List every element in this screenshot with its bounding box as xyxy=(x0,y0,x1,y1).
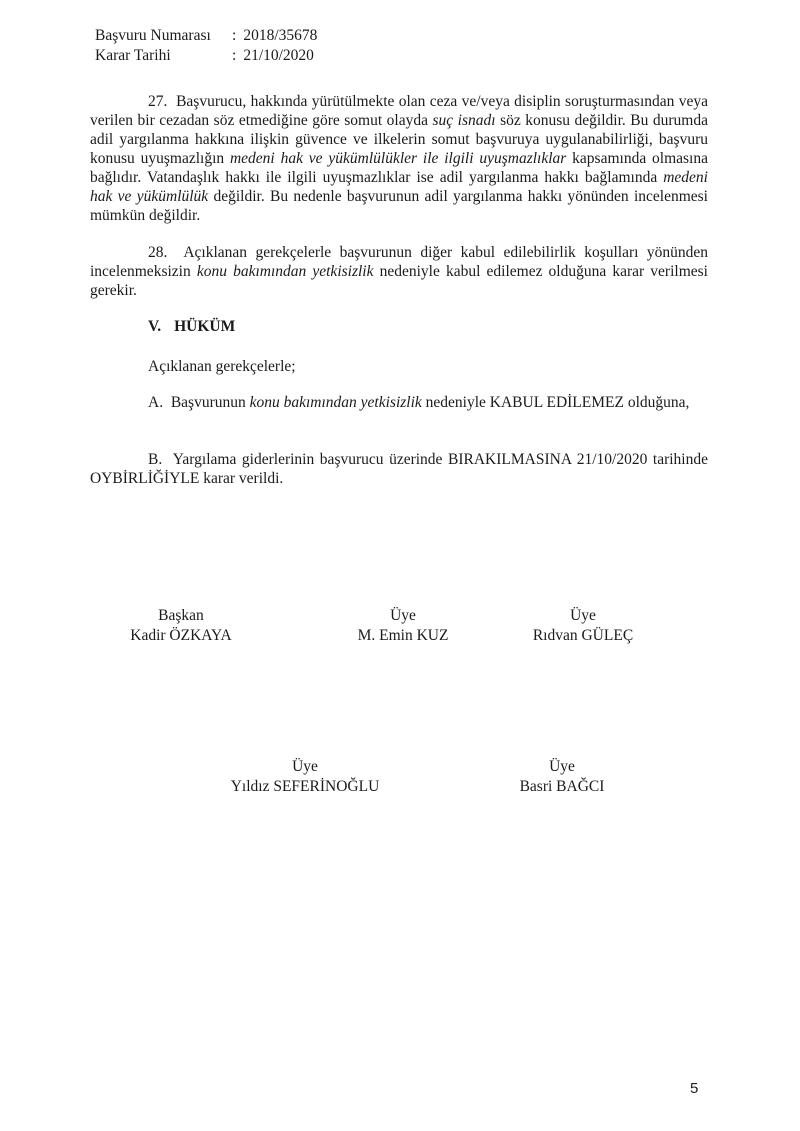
section-title: HÜKÜM xyxy=(174,318,236,335)
document-header xyxy=(95,26,317,66)
signature-name: Rıdvan GÜLEÇ xyxy=(532,626,634,644)
signature-title: Üye xyxy=(292,758,318,775)
item-a-run: A. Başvurunun xyxy=(148,394,250,411)
section-numeral: V. xyxy=(148,318,162,335)
paragraph-27-run: kapsamında olmasına bağlıdır. Vatandaşlık hakkı ile ilgili uyuşmazlıklar ise adil yargılanma hakkı bağlamında xyxy=(90,150,708,186)
intro-line xyxy=(90,357,708,376)
paragraph-28 xyxy=(90,243,708,300)
signature-title: Başkan xyxy=(158,607,204,624)
separator-colon: : xyxy=(232,47,237,64)
signature-title: Üye xyxy=(390,607,416,624)
italic-term-suc-isnadi: suç isnadı xyxy=(432,112,496,129)
decision-item-a xyxy=(90,393,708,412)
signature-block-uye-3 xyxy=(231,757,380,796)
signature-name: Basri BAĞCI xyxy=(519,777,605,795)
signature-block-uye-1 xyxy=(358,606,449,645)
signature-block-uye-2 xyxy=(533,606,633,645)
signature-title: Üye xyxy=(549,758,575,775)
application-number-value: 2018/35678 xyxy=(243,27,318,44)
italic-term-konu-bakimindan-yetkisizlik: konu bakımından yetkisizlik xyxy=(249,394,422,411)
application-number-row xyxy=(95,26,317,46)
item-b-run: B. Yargılama giderlerinin başvurucu üzerinde BIRAKILMASINA 21/10/2020 tarihinde OYBİRLİĞİYLE karar verildi. xyxy=(90,451,708,487)
signature-block-baskan xyxy=(130,606,231,645)
item-a-run: nedeniyle KABUL EDİLEMEZ olduğuna, xyxy=(421,394,690,411)
signature-name: Kadir ÖZKAYA xyxy=(130,626,232,644)
paragraph-28-run: 28. Açıklanan gerekçelerle başvurunun diğer kabul edilebilirlik koşulları yönünden incelenmeksizin xyxy=(90,244,708,280)
signature-title: Üye xyxy=(570,607,596,624)
decision-date-row xyxy=(95,46,317,66)
paragraph-28-run: nedeniyle kabul edilemez olduğuna karar verilmesi gerekir. xyxy=(90,263,708,299)
italic-term-medeni-hak: medeni hak ve yükümlülük xyxy=(90,169,708,205)
intro-text: Açıklanan gerekçelerle; xyxy=(148,358,296,375)
paragraph-27-run: 27. Başvurucu, hakkında yürütülmekte olan ceza ve/veya disiplin soruşturmasından veya verilen bir cezadan söz etmediğine göre somut olayda xyxy=(90,93,708,129)
signature-block-uye-4 xyxy=(520,757,605,796)
page-number: 5 xyxy=(690,1080,699,1097)
decision-item-b xyxy=(90,450,708,488)
italic-term-medeni-hak-uyusmazliklar: medeni hak ve yükümlülükler ile ilgili uyuşmazlıklar xyxy=(229,150,567,167)
decision-date-label: Karar Tarihi xyxy=(95,47,171,64)
italic-term-konu-bakimindan-yetkisizlik: konu bakımından yetkisizlik xyxy=(196,263,374,280)
signature-name: M. Emin KUZ xyxy=(357,626,449,644)
paragraph-27-run: söz konusu değildir. Bu durumda adil yargılanma hakkına ilişkin güvence ve ilkelerin somut başvuruya uygulanabilirliği, başvuru konusu uyuşmazlığın xyxy=(90,112,708,167)
decision-date-value: 21/10/2020 xyxy=(243,47,314,64)
paragraph-27 xyxy=(90,92,708,225)
separator-colon: : xyxy=(232,27,237,44)
signature-name: Yıldız SEFERİNOĞLU xyxy=(230,777,380,795)
paragraph-27-run: değildir. Bu nedenle başvurunun adil yargılanma hakkı yönünden incelenmesi mümkün değildir. xyxy=(90,188,708,224)
section-heading-hukum xyxy=(148,317,235,336)
application-number-label: Başvuru Numarası xyxy=(95,27,211,44)
